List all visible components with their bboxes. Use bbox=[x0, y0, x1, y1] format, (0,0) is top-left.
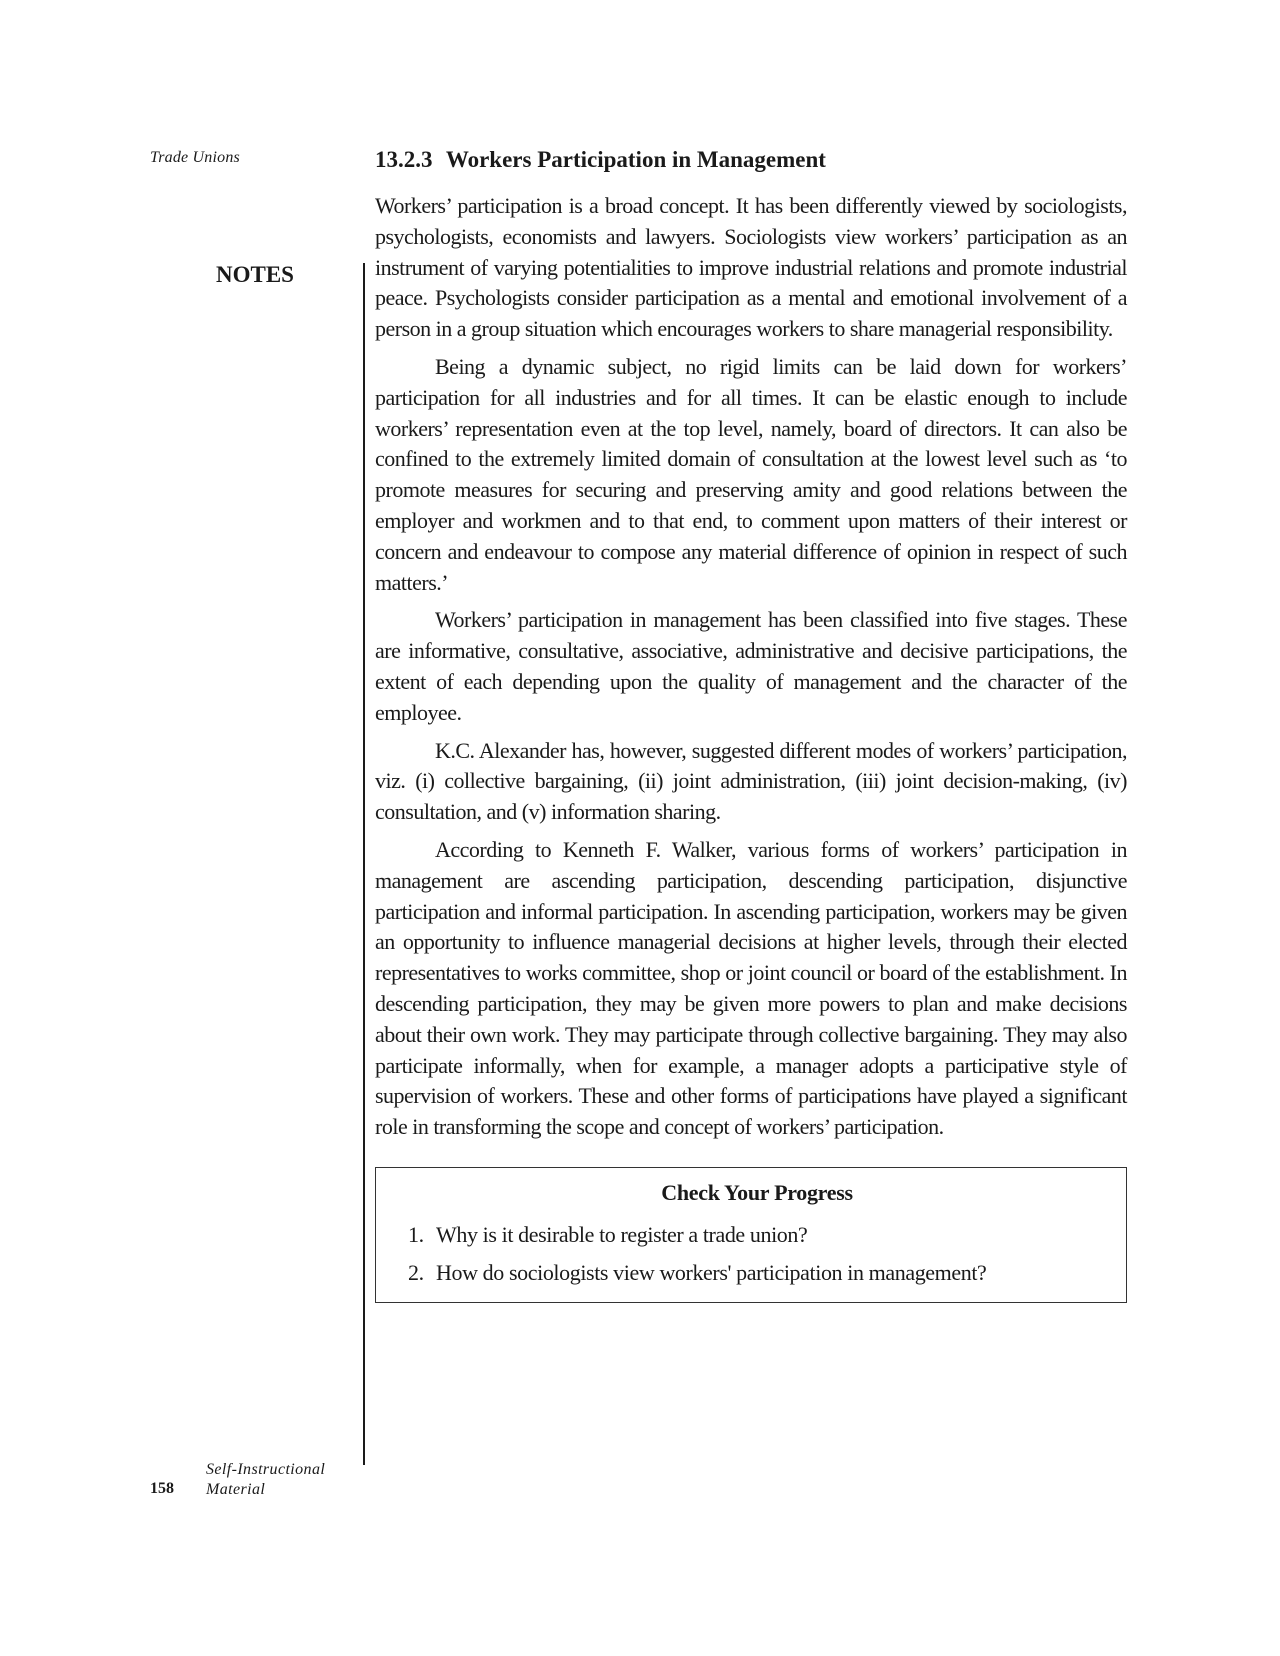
question-item-1 bbox=[408, 1216, 1106, 1254]
question-number: 2. bbox=[408, 1259, 424, 1285]
margin-divider bbox=[363, 263, 365, 1465]
section-number: 13.2.3 bbox=[375, 147, 433, 172]
footer-label bbox=[206, 1460, 325, 1500]
question-list bbox=[408, 1216, 1106, 1292]
notes-label: NOTES bbox=[216, 262, 294, 287]
paragraph-1: Workers’ participation is a broad concept. It has been differently viewed by sociologists, psychologists, economists and lawyers. Sociologists view workers’ participation as an instrument of varying potentialities to improve industrial relations and promote industrial peace. Psychologists consider participation as a mental and emotional involvement of a person in a group situation which encourages workers to share managerial responsibility. bbox=[375, 193, 1127, 342]
check-your-progress-title: Check Your Progress bbox=[661, 1179, 853, 1205]
footer-label-line1: Self-Instructional bbox=[206, 1461, 326, 1478]
question-number: 1. bbox=[408, 1221, 424, 1247]
check-your-progress-box bbox=[375, 1167, 1127, 1303]
page-number: 158 bbox=[150, 1480, 174, 1497]
main-content bbox=[375, 145, 1127, 1303]
question-text: How do sociologists view workers' participation in management? bbox=[436, 1259, 987, 1285]
paragraph-3: Workers’ participation in management has been classified into five stages. These are informative, consultative, associative, administrative and decisive participations, the extent of each depending upon the quality of management and the character of the employee. bbox=[375, 607, 1127, 725]
section-title: Workers Participation in Management bbox=[445, 147, 826, 172]
paragraph-4: K.C. Alexander has, however, suggested different modes of workers’ participation, viz. (i) collective bargaining, (ii) joint administration, (iii) joint decision-making, (iv) consultation, and (v) information sharing. bbox=[375, 737, 1127, 825]
paragraph-2: Being a dynamic subject, no rigid limits can be laid down for workers’ participation for all industries and for all times. It can be elastic enough to include workers’ representation even at the top level, namely, board of directors. It can also be confined to the extremely limited domain of consultation at the lowest level such as ‘to promote measures for securing and preserving amity and good relations between the employer and workmen and to that end, to comment upon matters of their interest or concern and endeavour to compose any material difference of opinion in respect of such matters.’ bbox=[375, 353, 1127, 595]
footer-label-line2: Material bbox=[206, 1481, 266, 1498]
question-text: Why is it desirable to register a trade union? bbox=[436, 1221, 808, 1247]
paragraph-5: According to Kenneth F. Walker, various forms of workers’ participation in management are ascending participation, descending participation, disjunctive participation and informal participation. In ascending participation, workers may be given an opportunity to influence managerial decisions at higher levels, through their elected representatives to works committee, shop or joint council or board of the establishment. In descending participation, they may be given more powers to plan and make decisions about their own work. They may participate through collective bargaining. They may also participate informally, when for example, a manager adopts a participative style of supervision of workers. These and other forms of participations have played a significant role in transforming the scope and concept of workers’ participation. bbox=[375, 836, 1127, 1140]
running-head: Trade Unions bbox=[150, 149, 240, 166]
question-item-2 bbox=[408, 1254, 1106, 1292]
section-heading bbox=[375, 145, 1127, 175]
